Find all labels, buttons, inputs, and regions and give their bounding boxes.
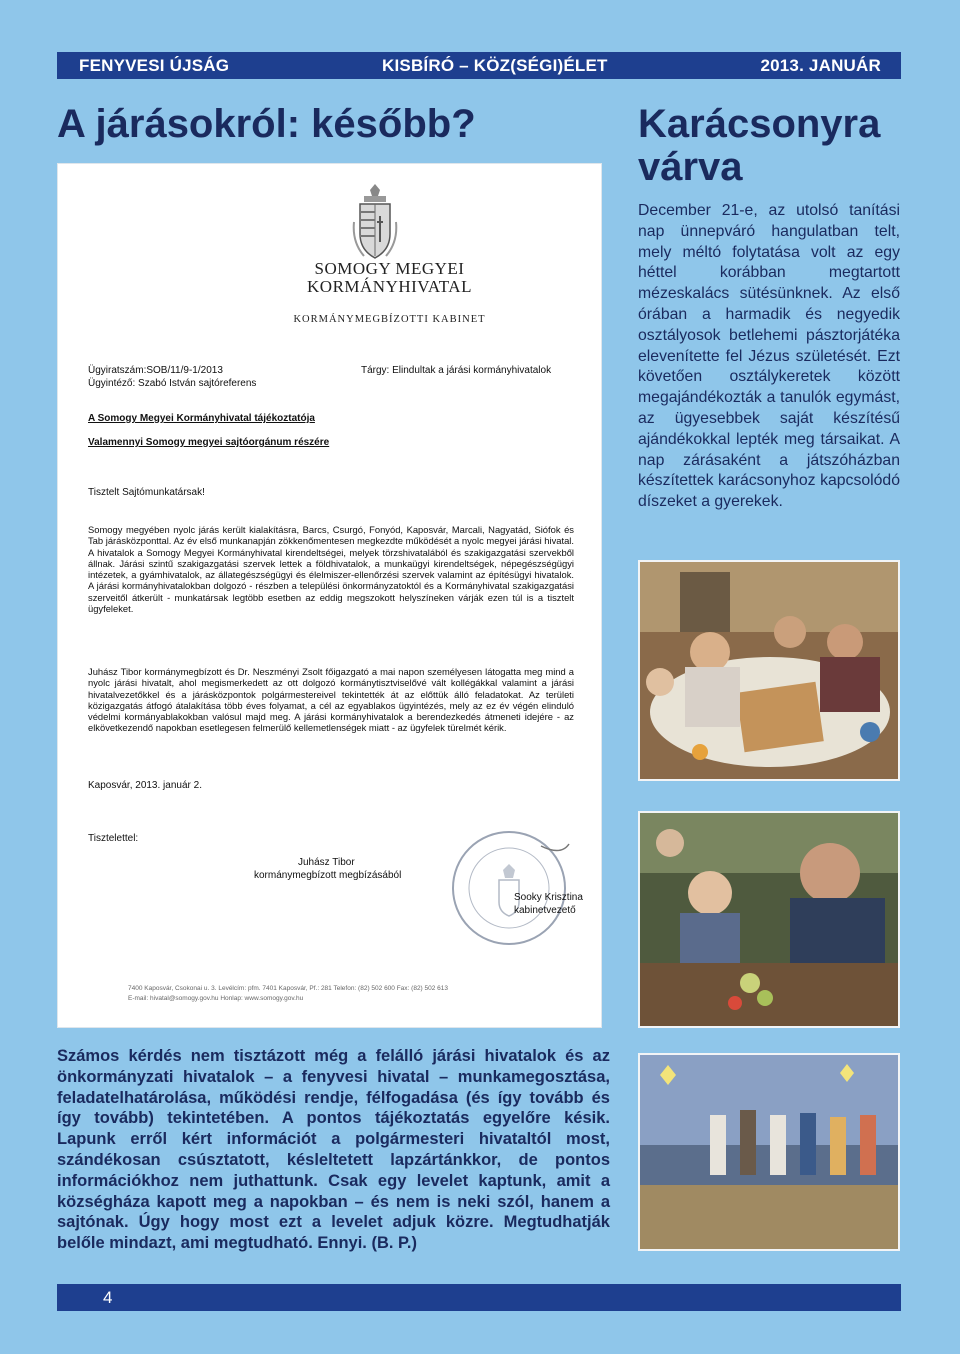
cabinet-name: KORMÁNYMEGBÍZOTTI KABINET	[293, 314, 486, 325]
signer-title: kormánymegbízott megbízásából	[254, 870, 402, 881]
photo-teacher-and-children	[638, 811, 900, 1028]
photo-teacher-with-kids	[640, 813, 898, 1026]
photo-nativity-play	[638, 1053, 900, 1251]
letter-paragraph-2: Juhász Tibor kormánymegbízott és Dr. Neszményi Zsolt főigazgató a mai napon személyesen látogatta meg mind a nyolc járási hivatalt, ahol megismerkedett az ott dolgozó kormánytisztviselővé vált kollégákkal valamint a járási hivatalvezetőkkel és a járásközpontok polgármestereivel tekintették át az előttük álló feladatokat. Az területi közigazgatás átfogó átalakítása több éves folyamat, a cél az egyablakos ügyintézés, mely az ez év végén elinduló védelmi kormányablakokban valósul majd meg. A járási kormányhivatalok a berendezkedés átmeneti idejére - az elkövetkezendő napokban esetlegesen felmerülő kellemetlenségek miatt - az ügyfelek türelmét kérik.	[88, 666, 574, 734]
signer-name: Juhász Tibor	[298, 857, 355, 868]
file-number: Ügyiratszám:SOB/11/9-1/2013	[88, 365, 223, 376]
photo-gingerbread-crafts	[638, 560, 900, 781]
org-name-line1: SOMOGY MEGYEI	[314, 259, 465, 278]
letter-footer	[128, 984, 528, 1004]
stamp-role: kabinetvezető	[514, 905, 576, 916]
header-bar	[57, 52, 901, 79]
org-name-line2: KORMÁNYHIVATAL	[307, 277, 472, 296]
handler: Ügyintéző: Szabó István sajtóreferens	[88, 378, 257, 389]
page-number: 4	[103, 1288, 113, 1307]
place-date: Kaposvár, 2013. január 2.	[88, 780, 202, 791]
newspaper-name: FENYVESI ÚJSÁG	[79, 55, 230, 75]
section-name: KISBÍRÓ – KÖZ(SÉGI)ÉLET	[382, 55, 608, 75]
official-letter	[57, 163, 602, 1028]
left-article-body: Számos kérdés nem tisztázott még a felálló járási hivatalok és az önkormányzati hivatalok – a fenyvesi hivatal – munkamegosztása, feladatelhatárolása, működési rendje, félfogadása (és így tovább és így tovább) tekintetében. A pontos tájékoztatás egyelőre késik. Lapunk erről kért információt a polgármesteri hivataltól most, szándékosan csúsztatott, késleltetett lapzártánkkor, de pontos információkhoz nem juthattunk. Csak egy levelet kaptunk, amit a községháza kapott meg a napokban – és nem is neki szól, hanem a sajtónak. Úgy hogy most ezt a levelet adjuk közre. Megtudhatják belőle mindazt, ami megtudható. Ennyi. (B. P.)	[57, 1047, 610, 1253]
letter-footer-address: 7400 Kaposvár, Csokonai u. 3. Levélcím: pfm. 7401 Kaposvár, Pf.: 281 Telefon: (82) 502 600 Fax: (82) 502 613	[128, 985, 449, 992]
left-headline: A járásokról: később?	[57, 102, 476, 146]
subject: Tárgy: Elindultak a járási kormányhivatalok	[361, 365, 552, 376]
salutation: Tisztelt Sajtómunkatársak!	[88, 487, 205, 498]
right-headline: Karácsonyra várva	[638, 102, 881, 190]
stamp-signer: Sooky Krisztina	[514, 892, 583, 903]
letter-footer-contact: E-mail: hivatal@somogy.gov.hu Honlap: www.somogy.gov.hu	[128, 995, 304, 1002]
issue-date: 2013. JANUÁR	[760, 55, 881, 75]
footer-bar	[57, 1284, 901, 1311]
notice-title: A Somogy Megyei Kormányhivatal tájékoztatója	[88, 413, 315, 424]
photo-children-crafting	[640, 562, 898, 779]
letter-paragraph-1: Somogy megyében nyolc járás került kialakításra, Barcs, Csurgó, Fonyód, Kaposvár, Marcali, Nagyatád, Siófok és Tab járásközponttal. Az év első munkanapján zökkenőmentesen megkezdte működését a nyolc megyei járási hivatal. A hivatalok a Somogy Megyei Kormányhivatal kirendeltségei, melyek törzshivatalából és szakigazgatási szervekből állnak. Járási szintű szakigazgatási szervek lettek a földhivatalok, a munkaügyi kirendeltségek, népegészségügyi intézetek, a gyámhivatalok, az állategészségügyi és élelmiszer-ellenőrzési szervek valamint az építésügyi hivatalok. A járási kormányhivatalokban dolgozó - részben a települési önkormányzatoktól és a Kormányhivatal szakigazgatási szerveitől átkerült - munkatársak legtöbb esetben az eddig megszokott helyszíneken várják ezen túl is a tisztelt ügyfeleket.	[88, 524, 574, 615]
regards: Tisztelettel:	[88, 833, 139, 844]
photo-nativity-performance	[640, 1055, 898, 1249]
right-article-body: December 21-e, az utolsó tanítási nap ünnepváró hangulatban telt, mely méltó folytatása volt az egy héttel korábban megtartott mézeskalács sütésünknek. Az első órában a harmadik és negyedik osztályosok betlehemi pásztorjátéka elevenítette fel Jézus születését. Ezt követően osztálykeretek között megajándékozták a tanulók egymást, az ügyesebbek saját készítésű ajándékokkal lepték meg társaikat. A nap zárásaként a játszóházban készítettek karácsonyhoz kapcsolódó díszeket a gyerekek.	[638, 202, 900, 511]
recipients: Valamennyi Somogy megyei sajtóorgánum részére	[88, 437, 330, 448]
